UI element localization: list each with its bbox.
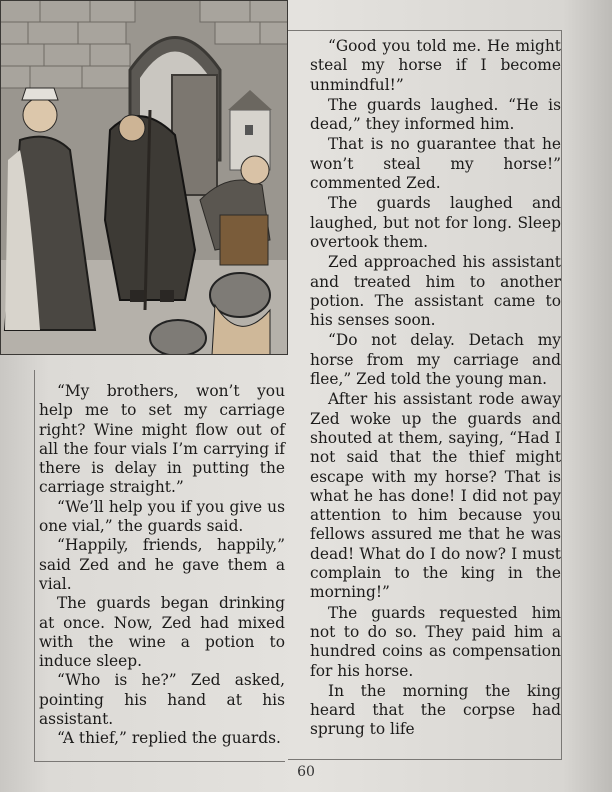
story-illustration	[0, 0, 288, 355]
paragraph: “Do not delay. Detach my horse from my carriage and flee,” Zed told the young man.	[310, 331, 561, 389]
paragraph: After his assistant rode away Zed woke up the guards and shouted at them, saying, “Had I not said that the thief might escape with my horse? That is what he has done! I did not pay attention to him because you fellows assured me that he was dead! What do I do now? I must complain to the king in the morning!”	[310, 390, 561, 602]
page-number: 60	[297, 764, 315, 780]
illustration-icon	[0, 0, 288, 355]
paragraph: That is no guarantee that he won’t steal my horse!” commented Zed.	[310, 135, 561, 193]
left-text-column	[34, 370, 285, 762]
paragraph: Zed approached his assistant and treated him to another potion. The assistant came to his senses soon.	[310, 253, 561, 330]
paragraph: In the morning the king heard that the corpse had sprung to life	[310, 681, 561, 739]
paragraph: “My brothers, won’t you help me to set my carriage right? Wine might flow out of all the four vials I’m carrying if there is delay in putting the carriage straight.”	[39, 382, 285, 497]
paragraph: “We’ll help you if you give us one vial,” the guards said.	[39, 497, 285, 536]
paragraph: “Who is he?” Zed asked, pointing his hand at his assistant.	[39, 671, 285, 729]
paragraph: The guards requested him not to do so. They paid him a hundred coins as compensation for his horse.	[310, 603, 561, 680]
paragraph: The guards began drinking at once. Now, Zed had mixed with the wine a potion to induce sleep.	[39, 594, 285, 671]
paragraph: “A thief,” replied the guards.	[57, 729, 281, 748]
right-text-column	[288, 30, 562, 760]
paragraph: “Good you told me. He might steal my horse if I become unmindful!”	[310, 37, 561, 94]
paragraph: The guards laughed and laughed, but not for long. Sleep overtook them.	[310, 194, 561, 251]
paragraph: The guards laughed. “He is dead,” they informed him.	[310, 95, 561, 134]
paragraph: “Happily, friends, happily,” said Zed and he gave them a vial.	[39, 536, 285, 593]
